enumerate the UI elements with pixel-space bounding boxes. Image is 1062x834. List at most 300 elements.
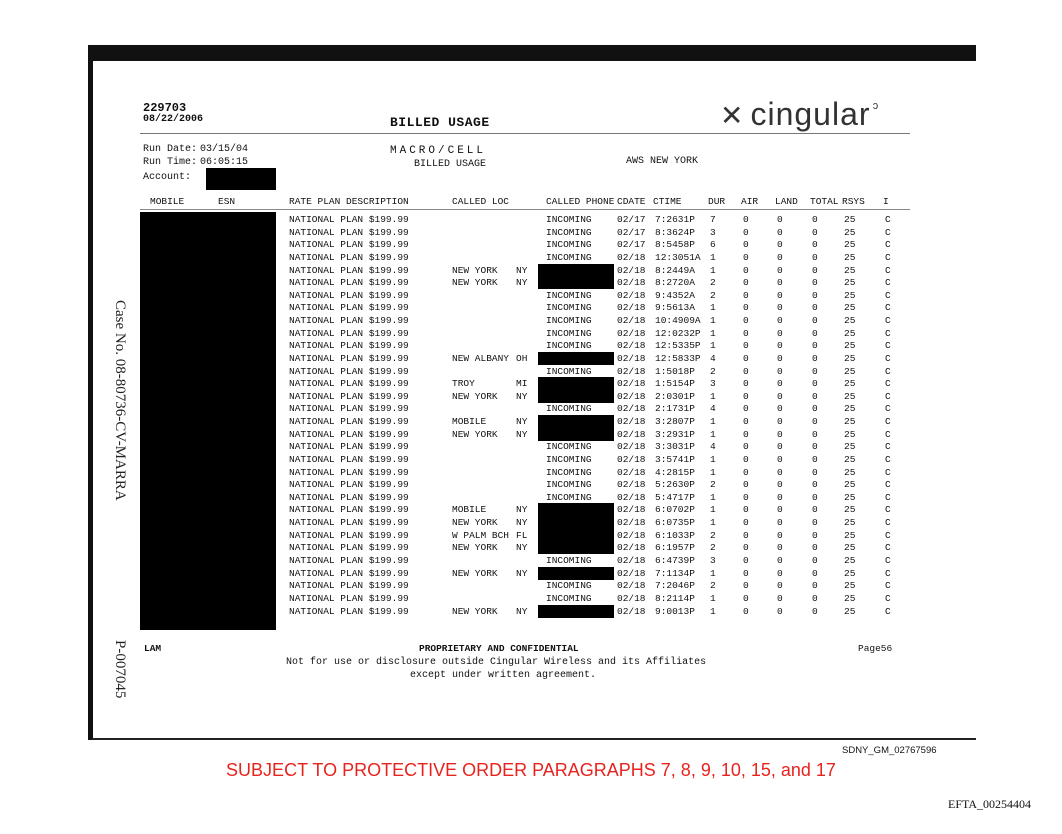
called-state-cell: NY [516,390,528,402]
logo-mark-icon: ᵓ [872,100,880,118]
ctime-cell: 7:2631P [655,214,695,225]
market-name: AWS NEW YORK [626,156,699,167]
ctime-cell: 3:2931P [655,428,695,440]
rsys-cell: 25 [844,466,856,478]
rate-plan-cell: NATIONAL PLAN $199.99 [289,466,409,478]
i-cell: C [885,289,891,301]
table-row [0,492,1062,503]
called-phone-redaction [538,264,614,277]
i-cell: C [885,365,891,377]
table-row [0,378,1062,389]
rsys-cell: 25 [844,416,856,428]
rsys-cell: 25 [844,264,856,276]
total-cell: 0 [812,517,818,529]
rsys-cell: 25 [844,340,856,352]
i-cell: C [885,542,891,554]
total-cell: 0 [812,567,818,579]
ctime-cell: 2:1731P [655,403,695,415]
total-cell: 0 [812,226,818,238]
called-loc-cell: NEW YORK [452,277,498,289]
total-cell: 0 [812,365,818,377]
i-cell: C [885,479,891,491]
air-cell: 0 [743,390,749,402]
rsys-cell: 25 [844,517,856,529]
table-row [0,454,1062,465]
called-phone-cell: INCOMING [546,441,592,453]
ctime-cell: 1:5154P [655,378,695,390]
rate-plan-cell: NATIONAL PLAN $199.99 [289,504,409,516]
total-cell: 0 [812,214,818,225]
air-cell: 0 [743,466,749,478]
footer-code: LAM [144,643,162,654]
rsys-cell: 25 [844,479,856,491]
land-cell: 0 [777,277,783,289]
called-state-cell: NY [516,504,528,516]
cdate-cell: 02/18 [617,542,646,554]
col-esn: ESN [218,196,236,207]
dur-cell: 1 [710,567,716,579]
i-cell: C [885,504,891,516]
total-cell: 0 [812,403,818,415]
i-cell: C [885,251,891,263]
ctime-cell: 8:2449A [655,264,695,276]
rate-plan-cell: NATIONAL PLAN $199.99 [289,264,409,276]
called-state-cell: NY [516,605,528,617]
cdate-cell: 02/18 [617,378,646,390]
land-cell: 0 [777,327,783,339]
called-phone-cell: INCOMING [546,340,592,352]
table-row [0,328,1062,339]
ctime-cell: 3:2807P [655,416,695,428]
rate-plan-cell: NATIONAL PLAN $199.99 [289,352,409,364]
called-phone-redaction [538,390,614,403]
footer-proprietary: PROPRIETARY AND CONFIDENTIAL [419,643,579,654]
col-cdate: CDATE [617,196,646,207]
macro-cell-heading: MACRO/CELL [390,145,487,157]
called-phone-cell: INCOMING [546,403,592,415]
run-date-value: 03/15/04 [200,144,249,155]
i-cell: C [885,466,891,478]
i-cell: C [885,352,891,364]
table-row [0,429,1062,440]
table-row [0,353,1062,364]
account-number: 229703 [143,101,187,115]
land-cell: 0 [777,226,783,238]
called-phone-redaction [538,567,614,580]
ctime-cell: 12:5335P [655,340,701,352]
report-date: 08/22/2006 [143,114,204,125]
table-row [0,568,1062,579]
dur-cell: 2 [710,479,716,491]
air-cell: 0 [743,239,749,251]
rate-plan-cell: NATIONAL PLAN $199.99 [289,239,409,251]
account-redaction [206,168,276,190]
called-phone-redaction [538,415,614,428]
cdate-cell: 02/18 [617,403,646,415]
footer-disclaimer-line-2: except under written agreement. [410,670,597,681]
called-state-cell: NY [516,542,528,554]
air-cell: 0 [743,277,749,289]
called-phone-cell: INCOMING [546,580,592,592]
table-row [0,239,1062,250]
called-loc-cell: NEW YORK [452,542,498,554]
rate-plan-cell: NATIONAL PLAN $199.99 [289,277,409,289]
rate-plan-cell: NATIONAL PLAN $199.99 [289,555,409,566]
table-row [0,252,1062,263]
cdate-cell: 02/18 [617,289,646,301]
dur-cell: 1 [710,302,716,314]
dur-cell: 1 [710,605,716,617]
cingular-jack-icon: ✕ [720,100,745,131]
dur-cell: 1 [710,416,716,428]
land-cell: 0 [777,580,783,592]
called-phone-cell: INCOMING [546,466,592,478]
rsys-cell: 25 [844,428,856,440]
scan-bottom-border [92,738,976,740]
ctime-cell: 12:5833P [655,352,701,364]
dur-cell: 2 [710,277,716,289]
total-cell: 0 [812,390,818,402]
land-cell: 0 [777,529,783,541]
air-cell: 0 [743,555,749,566]
called-loc-cell: NEW ALBANY [452,352,510,364]
total-cell: 0 [812,479,818,491]
cdate-cell: 02/18 [617,453,646,465]
land-cell: 0 [777,542,783,554]
cdate-cell: 02/17 [617,239,646,251]
air-cell: 0 [743,529,749,541]
land-cell: 0 [777,340,783,352]
scan-top-border [88,45,976,61]
col-dur: DUR [708,196,726,207]
called-phone-redaction [538,541,614,554]
total-cell: 0 [812,605,818,617]
rate-plan-cell: NATIONAL PLAN $199.99 [289,491,409,503]
table-row [0,593,1062,604]
ctime-cell: 2:0301P [655,390,695,402]
rsys-cell: 25 [844,251,856,263]
called-phone-redaction [538,529,614,542]
land-cell: 0 [777,428,783,440]
land-cell: 0 [777,605,783,617]
table-row [0,542,1062,553]
rsys-cell: 25 [844,592,856,604]
rate-plan-cell: NATIONAL PLAN $199.99 [289,428,409,440]
dur-cell: 1 [710,504,716,516]
called-phone-cell: INCOMING [546,226,592,238]
ctime-cell: 5:4717P [655,491,695,503]
rsys-cell: 25 [844,327,856,339]
total-cell: 0 [812,315,818,327]
table-row [0,277,1062,288]
table-row [0,530,1062,541]
table-row [0,479,1062,490]
cdate-cell: 02/18 [617,555,646,566]
rate-plan-cell: NATIONAL PLAN $199.99 [289,340,409,352]
total-cell: 0 [812,504,818,516]
cdate-cell: 02/18 [617,352,646,364]
called-state-cell: NY [516,277,528,289]
rate-plan-cell: NATIONAL PLAN $199.99 [289,416,409,428]
air-cell: 0 [743,517,749,529]
air-cell: 0 [743,453,749,465]
i-cell: C [885,567,891,579]
air-cell: 0 [743,340,749,352]
rsys-cell: 25 [844,491,856,503]
total-cell: 0 [812,491,818,503]
total-cell: 0 [812,239,818,251]
air-cell: 0 [743,479,749,491]
called-phone-cell: INCOMING [546,302,592,314]
air-cell: 0 [743,403,749,415]
ctime-cell: 8:2720A [655,277,695,289]
called-state-cell: NY [516,428,528,440]
rsys-cell: 25 [844,441,856,453]
total-cell: 0 [812,302,818,314]
table-row [0,504,1062,515]
i-cell: C [885,214,891,225]
table-row [0,214,1062,225]
air-cell: 0 [743,251,749,263]
rsys-cell: 25 [844,365,856,377]
ctime-cell: 3:3031P [655,441,695,453]
table-row [0,403,1062,414]
sdny-bates-number: SDNY_GM_02767596 [842,745,937,756]
cdate-cell: 02/18 [617,365,646,377]
land-cell: 0 [777,315,783,327]
called-state-cell: MI [516,378,528,390]
land-cell: 0 [777,289,783,301]
table-row [0,366,1062,377]
total-cell: 0 [812,327,818,339]
table-row [0,555,1062,566]
ctime-cell: 4:2815P [655,466,695,478]
dur-cell: 1 [710,428,716,440]
cdate-cell: 02/18 [617,428,646,440]
i-cell: C [885,315,891,327]
land-cell: 0 [777,555,783,566]
total-cell: 0 [812,428,818,440]
air-cell: 0 [743,491,749,503]
air-cell: 0 [743,428,749,440]
called-loc-cell: NEW YORK [452,605,498,617]
air-cell: 0 [743,441,749,453]
air-cell: 0 [743,315,749,327]
rsys-cell: 25 [844,239,856,251]
called-phone-cell: INCOMING [546,555,592,566]
rsys-cell: 25 [844,403,856,415]
land-cell: 0 [777,302,783,314]
cdate-cell: 02/18 [617,277,646,289]
i-cell: C [885,327,891,339]
ctime-cell: 7:1134P [655,567,695,579]
total-cell: 0 [812,264,818,276]
air-cell: 0 [743,416,749,428]
called-phone-cell: INCOMING [546,592,592,604]
called-phone-redaction [538,276,614,289]
i-cell: C [885,605,891,617]
rate-plan-cell: NATIONAL PLAN $199.99 [289,517,409,529]
rate-plan-cell: NATIONAL PLAN $199.99 [289,580,409,592]
ctime-cell: 9:4352A [655,289,695,301]
rate-plan-cell: NATIONAL PLAN $199.99 [289,542,409,554]
table-row [0,580,1062,591]
dur-cell: 2 [710,289,716,301]
cdate-cell: 02/18 [617,466,646,478]
cdate-cell: 02/17 [617,226,646,238]
table-row [0,606,1062,617]
cdate-cell: 02/18 [617,390,646,402]
ctime-cell: 3:5741P [655,453,695,465]
dur-cell: 1 [710,264,716,276]
land-cell: 0 [777,264,783,276]
header-divider [140,133,910,134]
air-cell: 0 [743,365,749,377]
total-cell: 0 [812,580,818,592]
ctime-cell: 6:1033P [655,529,695,541]
dur-cell: 2 [710,529,716,541]
ctime-cell: 5:2630P [655,479,695,491]
i-cell: C [885,277,891,289]
cdate-cell: 02/18 [617,441,646,453]
rsys-cell: 25 [844,542,856,554]
ctime-cell: 8:5458P [655,239,695,251]
cdate-cell: 02/18 [617,580,646,592]
exhibit-number-stamp: P-007045 [112,640,128,699]
logo-wordmark: cingular [750,96,871,132]
table-row [0,290,1062,301]
cdate-cell: 02/18 [617,567,646,579]
rate-plan-cell: NATIONAL PLAN $199.99 [289,403,409,415]
col-i: I [883,196,889,207]
called-phone-cell: INCOMING [546,289,592,301]
i-cell: C [885,378,891,390]
total-cell: 0 [812,466,818,478]
rate-plan-cell: NATIONAL PLAN $199.99 [289,378,409,390]
ctime-cell: 7:2046P [655,580,695,592]
col-called-loc: CALLED LOC [452,196,510,207]
ctime-cell: 8:2114P [655,592,695,604]
rate-plan-cell: NATIONAL PLAN $199.99 [289,327,409,339]
land-cell: 0 [777,441,783,453]
called-state-cell: NY [516,416,528,428]
rate-plan-cell: NATIONAL PLAN $199.99 [289,529,409,541]
called-phone-cell: INCOMING [546,491,592,503]
rsys-cell: 25 [844,504,856,516]
called-loc-cell: NEW YORK [452,567,498,579]
total-cell: 0 [812,352,818,364]
table-row [0,517,1062,528]
table-row [0,340,1062,351]
called-phone-redaction [538,352,614,365]
land-cell: 0 [777,214,783,225]
called-phone-cell: INCOMING [546,315,592,327]
cdate-cell: 02/18 [617,327,646,339]
table-row [0,302,1062,313]
col-ctime: CTIME [653,196,682,207]
air-cell: 0 [743,302,749,314]
rate-plan-cell: NATIONAL PLAN $199.99 [289,441,409,453]
land-cell: 0 [777,416,783,428]
rate-plan-cell: NATIONAL PLAN $199.99 [289,302,409,314]
land-cell: 0 [777,592,783,604]
called-phone-cell: INCOMING [546,479,592,491]
ctime-cell: 6:4739P [655,555,695,566]
total-cell: 0 [812,277,818,289]
table-row [0,416,1062,427]
rate-plan-cell: NATIONAL PLAN $199.99 [289,365,409,377]
account-label: Account: [143,172,192,183]
land-cell: 0 [777,403,783,415]
called-loc-cell: NEW YORK [452,264,498,276]
called-loc-cell: NEW YORK [452,517,498,529]
total-cell: 0 [812,453,818,465]
air-cell: 0 [743,542,749,554]
dur-cell: 1 [710,327,716,339]
land-cell: 0 [777,453,783,465]
rsys-cell: 25 [844,277,856,289]
called-state-cell: NY [516,264,528,276]
protective-order-notice: SUBJECT TO PROTECTIVE ORDER PARAGRAPHS 7, 8, 9, 10, 15, and 17 [226,760,836,780]
footer-disclaimer-line-1: Not for use or disclosure outside Cingular Wireless and its Affiliates [286,657,707,668]
i-cell: C [885,264,891,276]
rsys-cell: 25 [844,555,856,566]
dur-cell: 3 [710,555,716,566]
land-cell: 0 [777,378,783,390]
dur-cell: 3 [710,226,716,238]
air-cell: 0 [743,226,749,238]
rate-plan-cell: NATIONAL PLAN $199.99 [289,453,409,465]
cdate-cell: 02/18 [617,264,646,276]
total-cell: 0 [812,529,818,541]
page-title: BILLED USAGE [390,115,490,130]
i-cell: C [885,580,891,592]
rsys-cell: 25 [844,289,856,301]
land-cell: 0 [777,239,783,251]
cdate-cell: 02/18 [617,491,646,503]
run-time-value: 06:05:15 [200,157,249,168]
cdate-cell: 02/18 [617,529,646,541]
i-cell: C [885,428,891,440]
ctime-cell: 6:0702P [655,504,695,516]
dur-cell: 4 [710,441,716,453]
i-cell: C [885,592,891,604]
called-phone-cell: INCOMING [546,453,592,465]
ctime-cell: 12:0232P [655,327,701,339]
air-cell: 0 [743,327,749,339]
dur-cell: 2 [710,580,716,592]
table-row [0,265,1062,276]
total-cell: 0 [812,378,818,390]
called-loc-cell: TROY [452,378,475,390]
called-loc-cell: MOBILE [452,504,487,516]
called-state-cell: NY [516,567,528,579]
dur-cell: 6 [710,239,716,251]
i-cell: C [885,403,891,415]
air-cell: 0 [743,289,749,301]
i-cell: C [885,453,891,465]
cdate-cell: 02/18 [617,416,646,428]
ctime-cell: 6:1957P [655,542,695,554]
rsys-cell: 25 [844,567,856,579]
called-phone-redaction [538,516,614,529]
called-phone-cell: INCOMING [546,251,592,263]
billed-usage-subheading: BILLED USAGE [414,159,487,170]
i-cell: C [885,340,891,352]
called-state-cell: OH [516,352,528,364]
col-rsys: RSYS [842,196,865,207]
rate-plan-cell: NATIONAL PLAN $199.99 [289,479,409,491]
